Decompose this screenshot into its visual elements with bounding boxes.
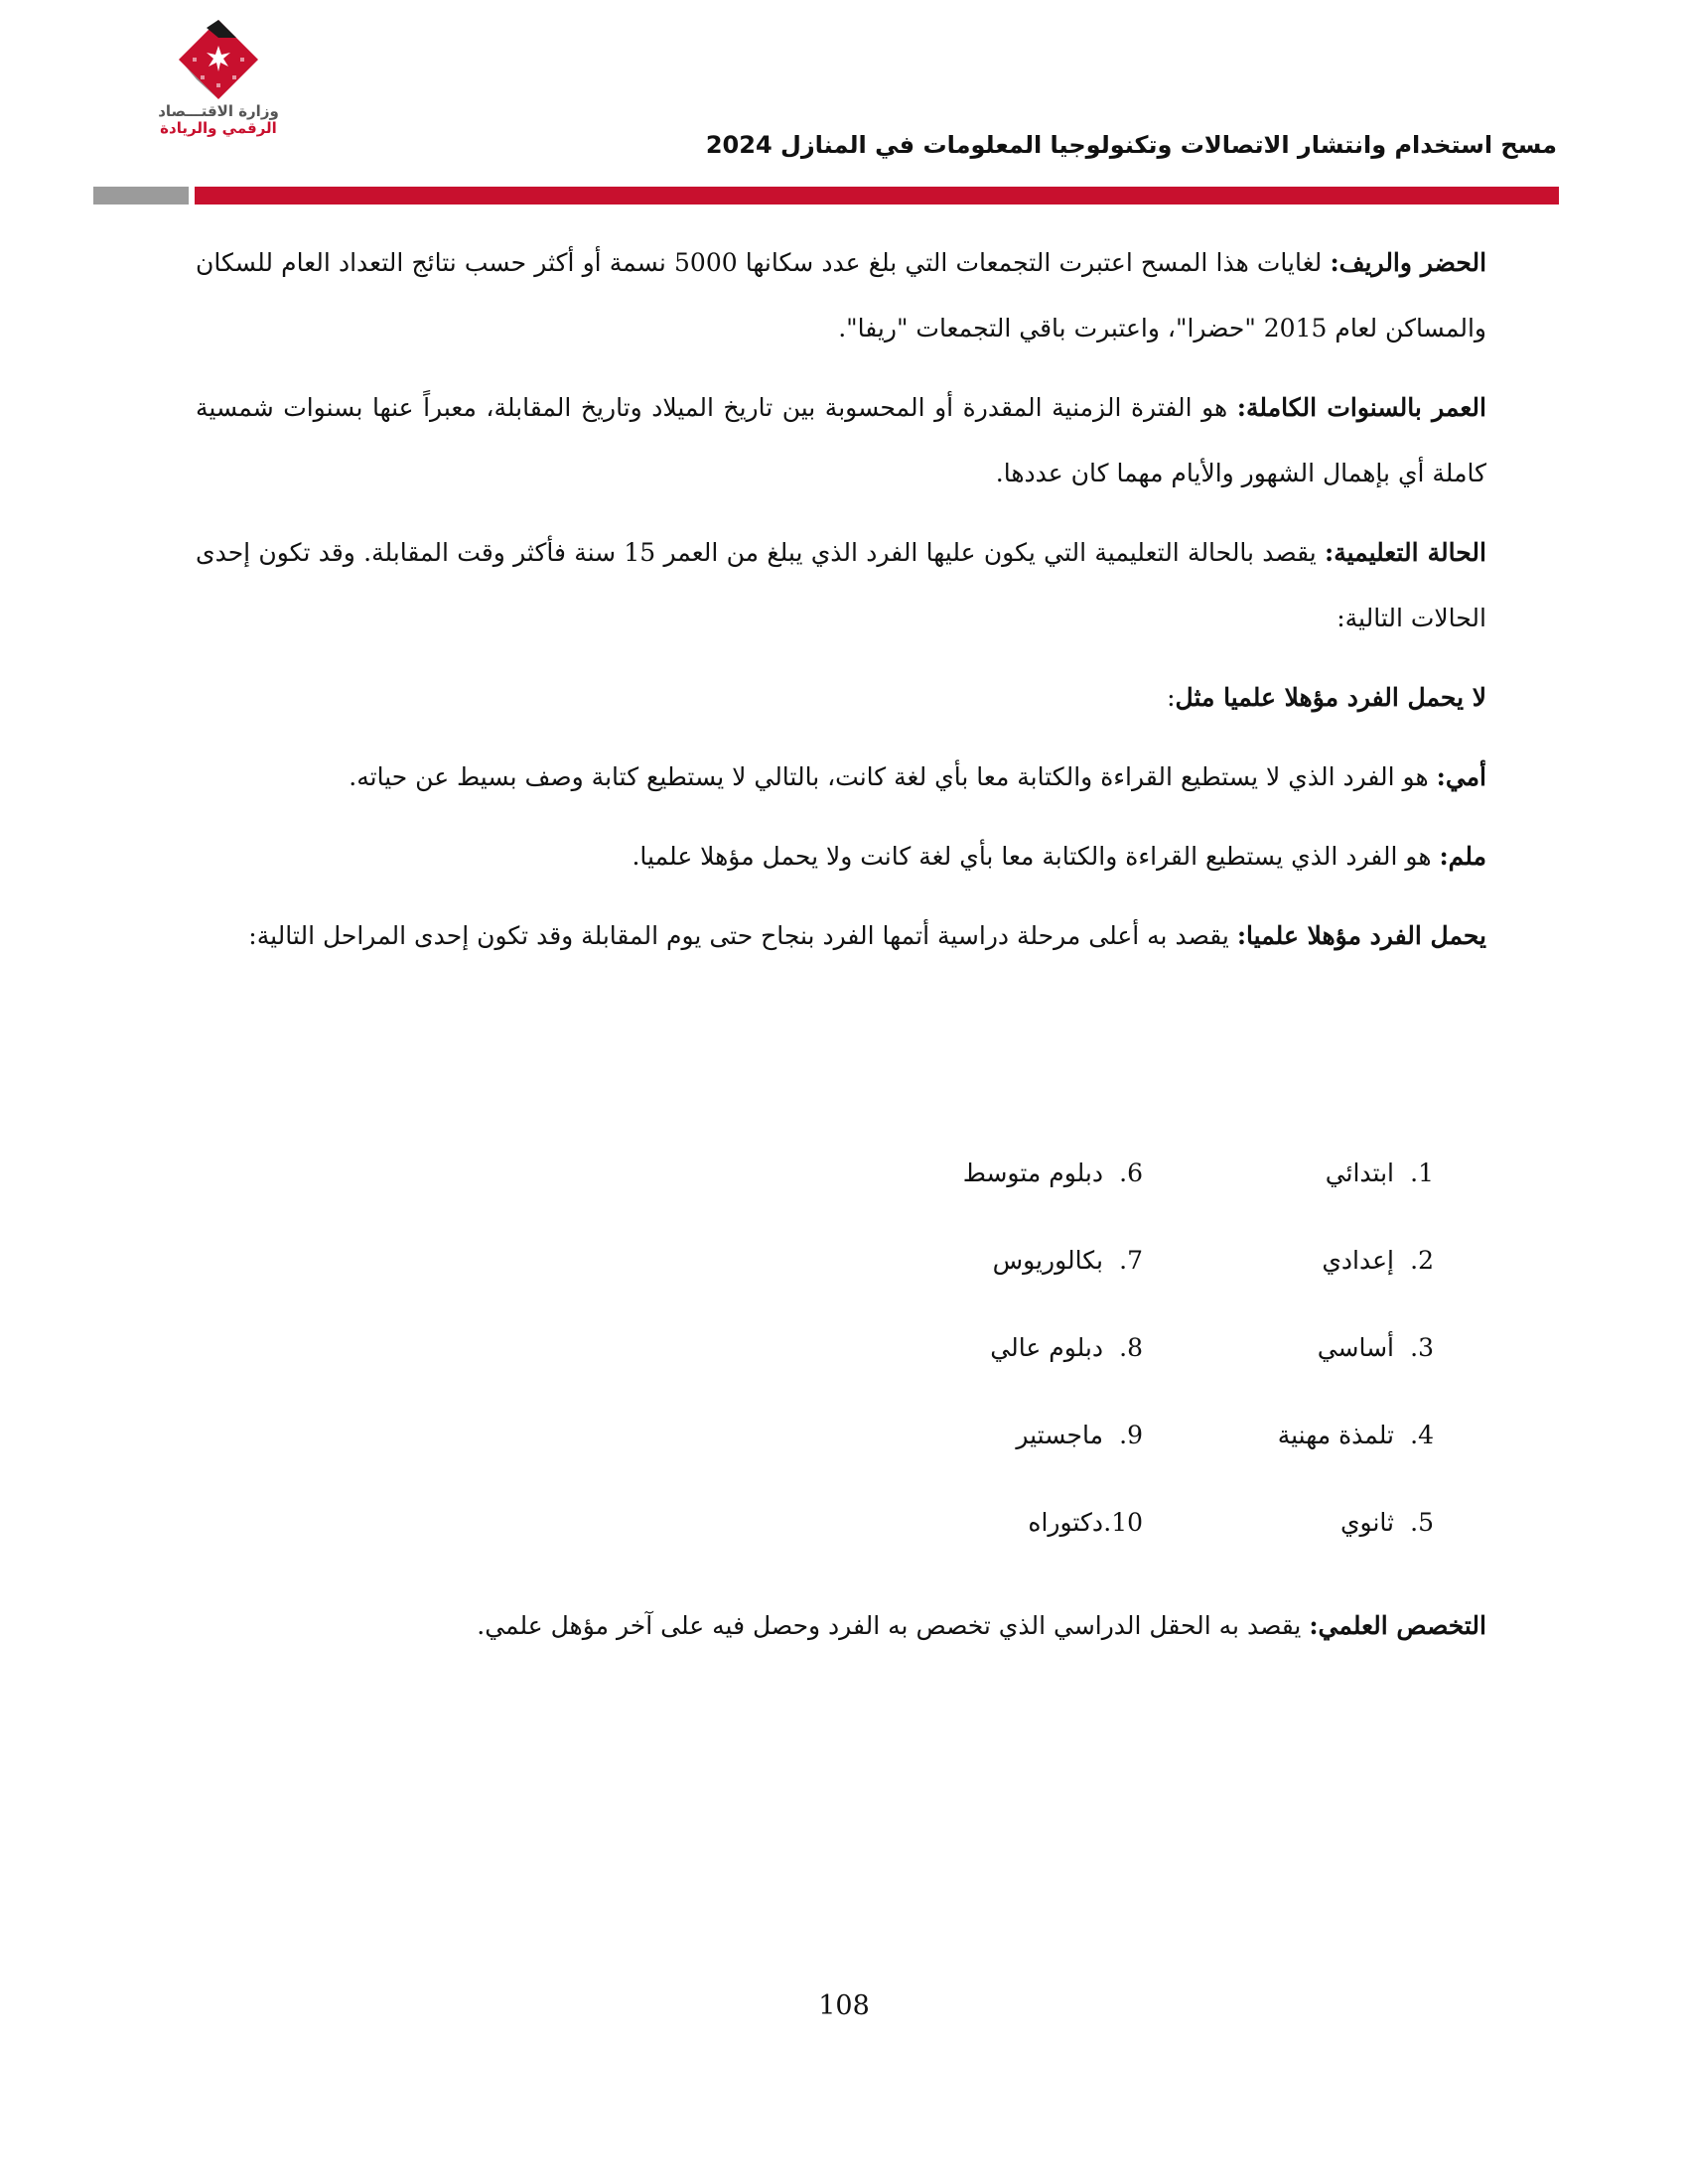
paragraph-education-status xyxy=(196,520,1486,651)
paragraph-specialization xyxy=(196,1593,1486,1659)
page-number: 108 xyxy=(818,1990,870,2021)
item-label: دبلوم عالي xyxy=(990,1333,1103,1362)
term-literate: ملم: xyxy=(1439,842,1486,871)
term-age: العمر بالسنوات الكاملة: xyxy=(1236,393,1486,422)
term-specialization: التخصص العلمي: xyxy=(1309,1611,1486,1640)
term-education-status: الحالة التعليمية: xyxy=(1324,538,1486,567)
definition-specialization: يقصد به الحقل الدراسي الذي تخصص به الفرد وحصل فيه على آخر مؤهل علمي. xyxy=(477,1611,1310,1640)
definition-literate: هو الفرد الذي يستطيع القراءة والكتابة معا بأي لغة كانت ولا يحمل مؤهلا علميا. xyxy=(632,842,1440,871)
item-label: تلمذة مهنية xyxy=(1277,1421,1394,1449)
item-label: ثانوي xyxy=(1339,1508,1394,1537)
education-levels-list-2 xyxy=(845,1144,1143,1580)
list-item xyxy=(845,1318,1143,1406)
definition-age: هو الفترة الزمنية المقدرة أو المحسوبة بين تاريخ الميلاد وتاريخ المقابلة، معبراً عنها بسنوات شمسية كاملة أي بإهمال الشهور والأيام مهما كان عددها. xyxy=(196,393,1486,487)
list-item xyxy=(1136,1144,1434,1231)
item-number: 5. xyxy=(1410,1508,1434,1537)
item-label: ماجستير xyxy=(1016,1421,1103,1449)
list-item xyxy=(1136,1231,1434,1318)
term-urban-rural: الحضر والريف: xyxy=(1330,248,1487,277)
item-number: 8. xyxy=(1119,1333,1143,1362)
paragraph-qualified xyxy=(196,903,1486,969)
education-levels-list-1 xyxy=(1136,1144,1434,1580)
paragraph-illiterate xyxy=(196,745,1486,810)
report-title: مسح استخدام وانتشار الاتصالات وتكنولوجيا المعلومات في المنازل 2024 xyxy=(705,131,1557,159)
list-item xyxy=(845,1406,1143,1493)
list-item xyxy=(845,1144,1143,1231)
item-number: 2. xyxy=(1410,1246,1434,1275)
definition-illiterate: هو الفرد الذي لا يستطيع القراءة والكتابة معا بأي لغة كانت، بالتالي لا يستطيع كتابة وصف بسيط عن حياته. xyxy=(349,762,1437,791)
definition-qualified: يقصد به أعلى مرحلة دراسية أتمها الفرد بنجاح حتى يوم المقابلة وقد تكون إحدى المراحل التالية: xyxy=(248,921,1237,950)
item-label: أساسي xyxy=(1317,1333,1394,1362)
definitions-section xyxy=(196,230,1486,983)
list-item xyxy=(1136,1318,1434,1406)
item-label: ابتدائي xyxy=(1325,1159,1394,1187)
ministry-logo xyxy=(144,18,293,162)
paragraph-literate xyxy=(196,824,1486,889)
paragraph-age xyxy=(196,375,1486,506)
subheading-no-qualification xyxy=(196,665,1486,731)
subheading-colon: : xyxy=(1167,683,1176,712)
logo-line-2: الرقمي والريادة xyxy=(160,119,277,137)
item-number: 6. xyxy=(1119,1159,1143,1187)
definition-education-status: يقصد بالحالة التعليمية التي يكون عليها الفرد الذي يبلغ من العمر 15 سنة فأكثر وقت المقابلة. وقد تكون إحدى الحالات التالية: xyxy=(196,538,1486,632)
term-illiterate: أمي: xyxy=(1436,762,1486,791)
list-item xyxy=(845,1493,1143,1580)
term-qualified: يحمل الفرد مؤهلا علميا: xyxy=(1236,921,1486,950)
item-number: 3. xyxy=(1410,1333,1434,1362)
item-number: 9. xyxy=(1119,1421,1143,1449)
item-label: بكالوريوس xyxy=(992,1246,1103,1275)
item-label: إعدادي xyxy=(1322,1246,1394,1275)
header-bar-grey xyxy=(93,187,189,205)
definition-urban-rural: لغايات هذا المسح اعتبرت التجمعات التي بلغ عدد سكانها 5000 نسمة أو أكثر حسب نتائج التعداد العام للسكان والمساكن لعام 2015 "حضرا"، واعتبرت باقي التجمعات "ريفا". xyxy=(196,248,1486,342)
ministry-emblem-icon xyxy=(177,18,260,101)
item-label: دكتوراه xyxy=(1028,1508,1103,1537)
list-item xyxy=(845,1231,1143,1318)
paragraph-urban-rural xyxy=(196,230,1486,361)
logo-line-1: وزارة الاقتـــصاد xyxy=(158,102,279,120)
list-item xyxy=(1136,1493,1434,1580)
header-bar-red xyxy=(195,187,1559,205)
item-label: دبلوم متوسط xyxy=(962,1159,1103,1187)
item-number: 7. xyxy=(1119,1246,1143,1275)
item-number: 4. xyxy=(1410,1421,1434,1449)
item-number: 1. xyxy=(1410,1159,1434,1187)
list-item xyxy=(1136,1406,1434,1493)
subheading-bold: لا يحمل الفرد مؤهلا علميا مثل xyxy=(1175,683,1486,712)
item-number: 10. xyxy=(1103,1508,1143,1537)
